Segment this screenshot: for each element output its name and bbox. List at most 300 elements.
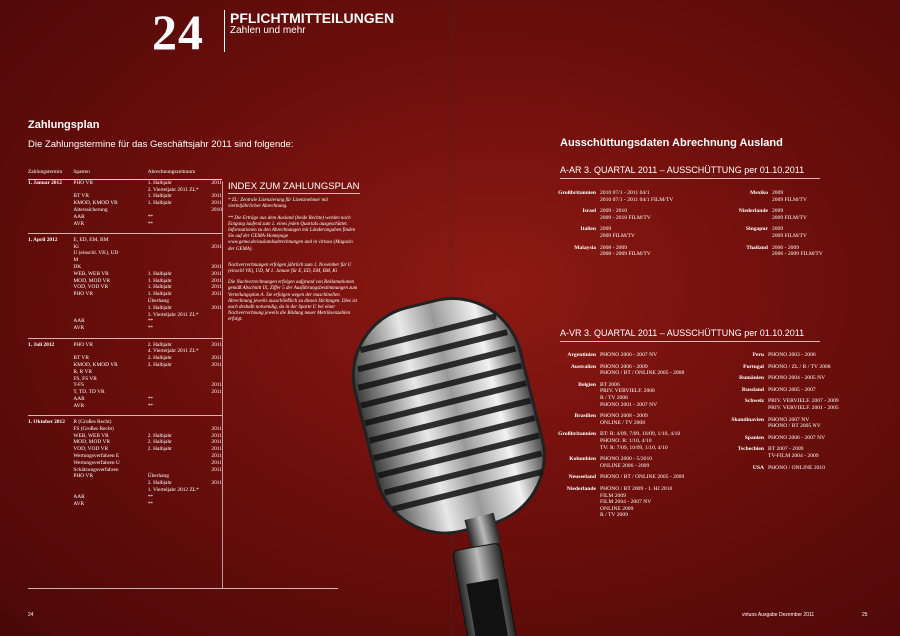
table-row [28, 355, 222, 362]
cell-year [199, 369, 222, 376]
list-item [696, 398, 886, 411]
sec2-title: A-VR 3. QUARTAL 2011 – AUSSCHÜTTUNG per 01.10.2011 [560, 328, 820, 342]
table-row [28, 298, 222, 305]
country-name: Spanien [744, 434, 764, 441]
cell-year: 2011 [211, 452, 222, 459]
cell-period: 1. Halbjahr [147, 179, 172, 186]
country-periods: PHONO 2006 - 2007 NV [768, 434, 826, 441]
list-item [528, 486, 718, 519]
cell-year [199, 257, 222, 264]
cell-date [28, 298, 73, 305]
cell-year [199, 312, 222, 319]
cell-year: 2011 [211, 389, 222, 396]
right-footer: virtuos Ausgabe Dezember 2011 [742, 612, 815, 618]
cell-period [148, 264, 200, 271]
country-periods: PHONO 2007 NV PHONO / BT 2005 NV [768, 416, 821, 430]
country-name: Rumänien [739, 375, 764, 382]
cell-sparte: T, TD, TD VR [73, 389, 105, 396]
country-name: Großbritannien [558, 190, 596, 196]
th-date: Zahlungstermin [28, 169, 73, 179]
table-row [28, 473, 222, 480]
table-row [28, 221, 222, 228]
cell-period [148, 376, 200, 383]
table-row [28, 318, 222, 325]
country-periods: 2009 2009 FILM/TV [772, 226, 807, 239]
country-name: Großbritannien [558, 431, 596, 438]
cell-sparte: AAR [73, 213, 85, 220]
cell-year [199, 318, 222, 325]
cell-sparte: KMOD, KMOD VR [73, 200, 118, 207]
country-periods: PHONO 2004 - 2005 NV [768, 375, 826, 382]
cell-date [28, 494, 73, 501]
table-row [28, 439, 222, 446]
cell-date [28, 193, 73, 200]
cell-sparte: T-FS [73, 382, 84, 389]
cell-sparte [73, 487, 147, 494]
country-periods: PHONO 2005 - 2007 [768, 386, 816, 393]
cell-date [28, 257, 73, 264]
cell-date [28, 473, 73, 480]
th-sparten: Sparten [73, 169, 147, 179]
cell-date [28, 453, 73, 460]
left-intro: Die Zahlungstermine für das Geschäftsjahr 2011 sind folgende: [28, 139, 294, 150]
cell-sparte: M [73, 257, 79, 264]
cell-period [148, 369, 200, 376]
cell-date [28, 376, 73, 383]
table-row [28, 382, 222, 389]
cell-year: 2011 [211, 264, 222, 271]
cell-date [28, 200, 73, 207]
chapter-title: PFLICHTMITTEILUNGEN [230, 10, 395, 26]
cell-sparte: WEB, WEB VR [73, 432, 109, 439]
cell-period [148, 244, 200, 251]
table-row [28, 271, 222, 278]
cell-sparte: DK [73, 264, 82, 271]
cell-period: ** [147, 318, 154, 325]
country-name: Brasilien [574, 413, 596, 420]
cell-period: 2. Vierteljahr 2011 ZL* [147, 186, 199, 193]
cell-period [148, 233, 200, 243]
cell-sparte: AVR [73, 325, 85, 332]
chapter-subtitle: Zahlen und mehr [230, 25, 306, 36]
cell-year: 2011 [211, 446, 222, 453]
country-periods: 2008 - 2009 2008 - 2009 FILM/TV [600, 244, 651, 258]
cell-date [28, 403, 73, 410]
cell-year: 2011 [211, 382, 222, 389]
table-row [28, 278, 222, 285]
country-periods: 2009 - 2010 2009 - 2010 FILM/TV [600, 208, 651, 221]
country-periods: PHONO 2006 - 2009 PHONO / BT / ONLINE 2005 - 2008 [600, 363, 685, 377]
cell-year [199, 221, 222, 228]
cell-date [28, 426, 73, 433]
column-divider [222, 181, 223, 588]
cell-year: 2011 [211, 193, 222, 200]
list-item [528, 364, 718, 377]
cell-sparte [73, 312, 147, 319]
cell-sparte: U (einschl. VK), UD [73, 250, 119, 257]
cell-date [28, 291, 73, 298]
country-periods: PHONO 2006 - 2007 NV [600, 352, 658, 358]
cell-sparte: Ki [73, 243, 79, 250]
cell-date [28, 244, 73, 251]
country-periods: PHONO / BT / ONLINE 2005 - 2009 [600, 474, 685, 481]
table-row [28, 453, 222, 460]
chapter-number: 24 [152, 4, 204, 60]
table-row [28, 325, 222, 332]
cell-sparte [73, 305, 147, 312]
table-row [28, 250, 222, 257]
table-row [28, 291, 222, 298]
country-name: Australien [570, 363, 596, 370]
cell-period [148, 389, 200, 396]
cell-date [28, 305, 73, 312]
cell-period: Überhang [147, 298, 169, 305]
cell-period [148, 426, 200, 433]
cell-sparte: R (Großes Recht) [73, 416, 147, 426]
table-row [28, 480, 222, 487]
table-row [28, 187, 222, 194]
list-item [696, 352, 886, 359]
cell-year [199, 325, 222, 332]
table-row [28, 501, 222, 508]
cell-year [199, 501, 222, 508]
cell-date [28, 382, 73, 389]
country-name: Portugal [743, 363, 764, 370]
cell-period [148, 257, 200, 264]
country-periods: PHONO / BT 2009 - 1. HJ 2010 FILM 2009 FILM 2004 - 2007 NV ONLINE 2009 R / TV 2009 [600, 485, 673, 519]
left-heading: Zahlungsplan [28, 119, 100, 131]
cell-date [28, 355, 73, 362]
list-item [528, 456, 718, 469]
cell-date [28, 312, 73, 319]
cell-date [28, 362, 73, 369]
list-item [700, 208, 860, 221]
cell-period: 1. Halbjahr [147, 291, 172, 298]
cell-year: 2011 [211, 439, 222, 446]
cell-date [28, 480, 73, 487]
table-row [28, 389, 222, 396]
country-name: Thailand [746, 244, 768, 251]
country-periods: PHONO 2000 - 5/2010 ONLINE 2006 - 2009 [600, 456, 653, 469]
cell-year [199, 403, 222, 410]
cell-year: 2011 [211, 466, 222, 473]
cell-year: 2011 [211, 179, 222, 186]
chapter-divider [224, 10, 225, 52]
cell-sparte: FS, FS VR [73, 375, 97, 382]
cell-sparte: MOD, MOD VR [73, 277, 110, 284]
cell-period: 3. Vierteljahr 2011 ZL* [147, 311, 199, 318]
cell-sparte [73, 298, 147, 305]
cell-sparte: AVR [73, 402, 85, 409]
cell-date [28, 389, 73, 396]
cell-date: 1. Juli 2012 [28, 338, 73, 348]
cell-date [28, 318, 73, 325]
cell-date [28, 250, 73, 257]
cell-date [28, 460, 73, 467]
cell-sparte: Alterssicherung [73, 206, 108, 213]
table-row [28, 207, 222, 214]
list-item [528, 413, 718, 426]
cell-date [28, 396, 73, 403]
cell-year: 2011 [199, 338, 222, 348]
cell-period: 2. Halbjahr [147, 446, 172, 453]
table-row [28, 487, 222, 494]
cell-year: 2011 [211, 304, 222, 311]
cell-year: 2011 [211, 459, 222, 466]
cell-sparte: KMOD, KMOD VR [73, 361, 118, 368]
country-periods: 2009 2009 FILM/TV [772, 208, 807, 221]
list-item [528, 190, 678, 203]
table-row [28, 193, 222, 200]
cell-date [28, 325, 73, 332]
cell-year [199, 250, 222, 257]
cell-date [28, 284, 73, 291]
cell-sparte: VOD, VOD VR [73, 446, 109, 453]
list-item [696, 375, 886, 382]
table-row [28, 433, 222, 440]
cell-sparte: E, ED, EM, BM [73, 233, 147, 243]
list-item [696, 435, 886, 442]
sec1-title: A-AR 3. QUARTAL 2011 – AUSSCHÜTTUNG per 01.10.2011 [560, 165, 820, 179]
cell-year: 2011 [211, 361, 222, 368]
country-name: Tschechien [737, 446, 764, 453]
country-name: Mexiko [749, 190, 768, 196]
cell-period: 1. Halbjahr [147, 284, 172, 291]
cell-sparte: BT VR [73, 355, 89, 362]
cell-date [28, 433, 73, 440]
country-name: Neuseeland [568, 474, 596, 481]
country-periods: BT: R: 4/09, 7/09, 10/09, 1/10, 4/10 PHONO: R: 1/10, 4/10 TV: R: 7/09, 10/09, 1/10, 4/10 [600, 431, 681, 451]
country-periods: PHONO / ONLINE 2010 [768, 464, 826, 471]
cell-date [28, 264, 73, 271]
cell-period: ** [147, 220, 154, 227]
table-row [28, 403, 222, 410]
table-row [28, 460, 222, 467]
cell-period: 1. Vierteljahr 2012 ZL* [147, 486, 199, 493]
table-row [28, 264, 222, 271]
list-item [696, 465, 886, 472]
cell-period: ** [147, 395, 154, 402]
cell-period: ** [147, 325, 154, 332]
table-row [28, 416, 222, 426]
cell-period: 1. Halbjahr [147, 200, 172, 207]
cell-year: 2011 [211, 284, 222, 291]
cell-period [148, 453, 200, 460]
cell-year [199, 396, 222, 403]
cell-sparte: VOD, VOD VR [73, 284, 109, 291]
cell-sparte: Wertungsverfahren E [73, 452, 120, 459]
cell-period: 2. Halbjahr [148, 338, 200, 348]
table-row [28, 257, 222, 264]
cell-date [28, 271, 73, 278]
country-name: Niederlande [566, 485, 596, 492]
table-row [28, 214, 222, 221]
table-row [28, 338, 222, 348]
table-row [28, 494, 222, 501]
table-row [28, 200, 222, 207]
cell-sparte: AAR [73, 318, 85, 325]
country-name: Niederlande [738, 208, 768, 215]
cell-year [199, 416, 222, 426]
cell-year [199, 494, 222, 501]
table-row [28, 467, 222, 474]
index-title: INDEX ZUM ZAHLUNGSPLAN [228, 184, 360, 194]
table-row [28, 244, 222, 251]
country-name: Malaysia [574, 244, 596, 251]
table-row [28, 396, 222, 403]
table-row [28, 376, 222, 383]
table-row [28, 369, 222, 376]
table-row [28, 179, 222, 186]
cell-year: 2010 [211, 206, 222, 213]
index-note-1: * ZL: Zentrale Lizenzierung für Lizenznehmer mit vierteljährlicher Abrechnung. [228, 198, 329, 210]
cell-date [28, 467, 73, 474]
cell-year [199, 214, 222, 221]
cell-date [28, 487, 73, 494]
cell-sparte: AAR [73, 493, 85, 500]
country-periods: BT 2006 PRIV. VERVIELF. 2008 R / TV 2008 PHONO 2001 - 2007 NV [600, 381, 658, 408]
cell-period: 2. Halbjahr [147, 432, 172, 439]
table-row [28, 284, 222, 291]
cell-date: 1. April 2012 [28, 233, 73, 243]
list-item [700, 245, 860, 258]
cell-sparte: WEB, WEB VR [73, 270, 109, 277]
cell-year: 2011 [211, 480, 222, 487]
sec2-left-list [528, 352, 718, 524]
country-periods: 2009 2009 FILM/TV [600, 226, 635, 239]
country-name: Argentinien [567, 352, 596, 358]
cell-sparte [73, 348, 147, 355]
cell-sparte: MOD, MOD VR [73, 439, 110, 446]
cell-date: 1. Januar 2012 [28, 179, 62, 186]
cell-period: Überhang [147, 473, 169, 480]
cell-period: 2. Halbjahr [147, 355, 172, 362]
cell-year: 2011 [211, 243, 222, 250]
cell-period: 1. Halbjahr [147, 304, 172, 311]
cell-year [199, 473, 222, 480]
list-item [528, 474, 718, 481]
country-periods: PHONO / ZL / R / TV 2008 [768, 363, 831, 370]
cell-period: 2. Halbjahr [147, 439, 172, 446]
index-note-4: Die Nachverrechnungen erfolgen aufgrund von Reklamationen gemäß Abschnitt IX, Ziffer 5 der Ausführungsbestimmungen zum Verteilungsplan A. Sie erfolgen wegen der maschinellen Abrechnung jeweils ausschließlich zu diesen Stichtagen. Dies ist auch deshalb notwendig, da in der Sparte U bei einer Nachverrechnung jeweils die Bildung neuer Metriksenzahlen erfolgt. [228, 280, 358, 323]
sec1-left-list [528, 190, 678, 263]
cell-sparte: FS (Großes Recht) [73, 425, 114, 432]
payment-table-body [28, 179, 222, 507]
list-item [696, 417, 886, 430]
cell-sparte: AVR [73, 500, 85, 507]
cell-period: 4. Vierteljahr 2011 ZL* [147, 348, 199, 355]
table-row [28, 312, 222, 319]
cell-period [148, 250, 200, 257]
cell-year [199, 187, 222, 194]
country-periods: PRIV. VERVIELF. 2007 - 2009 PRIV. VERVIELF. 2001 - 2005 [768, 398, 839, 411]
cell-period [148, 207, 200, 214]
cell-period [148, 382, 200, 389]
cell-sparte: PHO VR [73, 473, 93, 480]
list-item [528, 245, 678, 258]
index-note-3: Nachverrechnungen erfolgen jährlich zum 1. November für U (einschl VK), UD, M 1. Januar für E, ED, EM, BM, Ki [228, 262, 352, 275]
cell-year [199, 487, 222, 494]
cell-date [28, 214, 73, 221]
table-row [28, 348, 222, 355]
list-item [528, 208, 678, 221]
list-item [700, 226, 860, 239]
cell-date [28, 446, 73, 453]
list-item [696, 446, 886, 459]
cell-period [148, 416, 200, 426]
cell-sparte [73, 480, 147, 487]
cell-period: 1. Halbjahr [147, 277, 172, 284]
cell-sparte: Schätzungsverfahren [73, 466, 119, 473]
table-row [28, 362, 222, 369]
country-periods: 2009 2009 FILM/TV [772, 190, 807, 203]
list-item [528, 382, 718, 408]
cell-period [148, 460, 200, 467]
country-name: Israel [582, 208, 596, 215]
cell-sparte: BT VR [73, 193, 89, 200]
list-item [696, 364, 886, 371]
cell-sparte: Wertungsverfahren U [73, 459, 120, 466]
list-item [528, 352, 718, 359]
sec2-right-list [696, 352, 886, 476]
cell-period: ** [147, 493, 154, 500]
cell-year: 2011 [211, 425, 222, 432]
table-row [28, 446, 222, 453]
cell-sparte: PHO VR [73, 338, 147, 348]
cell-year: 2011 [211, 291, 222, 298]
th-period: Abrechnungszeitraum [148, 169, 222, 179]
country-name: Russland [741, 386, 764, 393]
cell-year [199, 376, 222, 383]
cell-year: 2011 [211, 270, 222, 277]
cell-sparte: AAR [73, 395, 85, 402]
cell-date [28, 439, 73, 446]
right-folio: 25 [862, 612, 868, 618]
country-name: USA [752, 464, 764, 471]
cell-period: 2. Halbjahr [147, 361, 172, 368]
cell-period: ** [147, 402, 154, 409]
cell-year: 2011 [211, 277, 222, 284]
country-name: Schweiz [744, 398, 764, 405]
cell-date [28, 278, 73, 285]
country-name: Italien [580, 226, 596, 233]
cell-sparte: PHO VR [73, 291, 93, 298]
cell-sparte: PHO VR [73, 179, 93, 186]
cell-sparte [73, 187, 147, 194]
country-name: Kolumbien [569, 456, 596, 463]
cell-date [28, 207, 73, 214]
table-row [28, 426, 222, 433]
cell-date: 1. Oktober 2012 [28, 416, 73, 426]
country-periods: BT 2007 - 2009 TV-FILM 2004 - 2009 [768, 446, 819, 459]
left-folio: 24 [28, 612, 34, 618]
cell-date [28, 221, 73, 228]
country-periods: PHONO 2003 - 2006 [768, 352, 816, 358]
list-item [696, 387, 886, 394]
cell-date [28, 348, 73, 355]
cell-date [28, 501, 73, 508]
country-periods: 2010 07/1 - 2011 04/1 2010 07/1 - 2011 04/1 FILM/TV [600, 190, 674, 203]
cell-year [199, 298, 222, 305]
cell-sparte: AVR [73, 220, 85, 227]
country-name: Peru [752, 352, 764, 358]
cell-period: ** [147, 500, 154, 507]
country-periods: 2006 - 2009 2006 - 2009 FILM/TV [772, 244, 823, 258]
cell-date [28, 187, 73, 194]
country-name: Skandinavien [731, 416, 764, 423]
list-item [528, 226, 678, 239]
sec1-right-list [700, 190, 860, 263]
